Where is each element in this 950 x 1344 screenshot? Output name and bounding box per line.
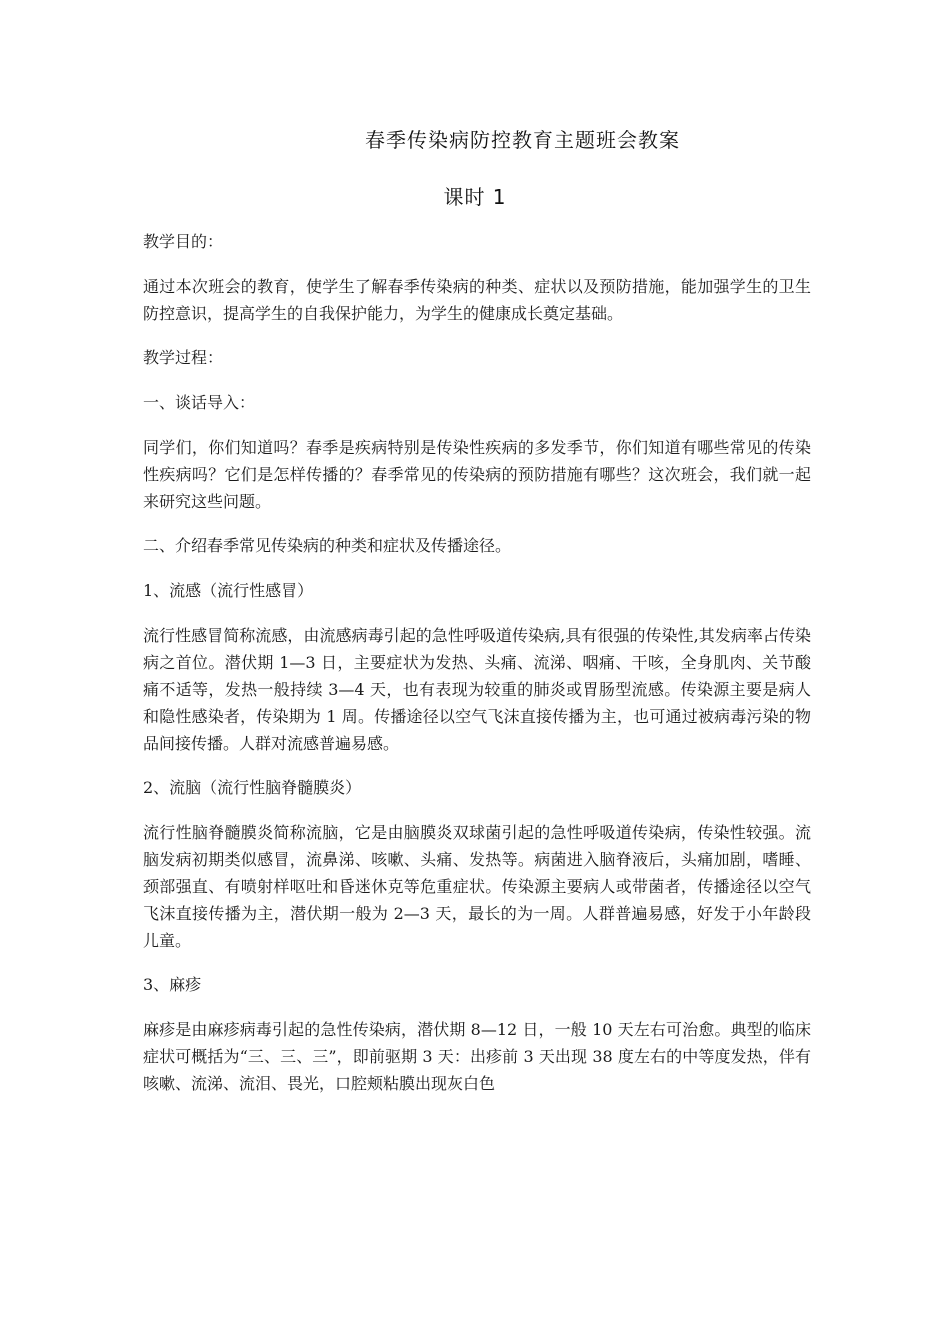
document-title: 春季传染病防控教育主题班会教案 xyxy=(365,128,680,152)
section-heading-teaching-process: 教学过程： xyxy=(143,348,224,367)
subheading-influenza: 1、流感（流行性感冒） xyxy=(143,581,314,600)
paragraph-meningitis: 流行性脑脊髓膜炎简称流脑，它是由脑膜炎双球菌引起的急性呼吸道传染病，传染性较强。流脑发病初期类似感冒，流鼻涕、咳嗽、头痛、发热等。病菌进入脑脊液后，头痛加剧，嗜睡、颈部强直、有喷射样呕吐和昏迷休克等危重症状。传染源主要病人或带菌者，传播途径以空气飞沫直接传播为主，潜伏期一般为 2—3 天，最长的为一周。人群普遍易感，好发于小年龄段儿童。 xyxy=(143,823,811,950)
subheading-measles: 3、麻疹 xyxy=(143,975,202,994)
document-subtitle: 课时 1 xyxy=(443,185,507,209)
section-heading-teaching-goal: 教学目的： xyxy=(143,232,224,251)
section-heading-introduction: 一、谈话导入： xyxy=(143,393,256,412)
paragraph-teaching-goal: 通过本次班会的教育，使学生了解春季传染病的种类、症状以及预防措施，能加强学生的卫生防控意识，提高学生的自我保护能力，为学生的健康成长奠定基础。 xyxy=(143,277,811,323)
section-heading-disease-types: 二、介绍春季常见传染病的种类和症状及传播途径。 xyxy=(143,536,512,555)
subheading-meningitis: 2、流脑（流行性脑脊髓膜炎） xyxy=(143,778,362,797)
paragraph-measles: 麻疹是由麻疹病毒引起的急性传染病，潜伏期 8—12 日，一般 10 天左右可治愈。典型的临床症状可概括为“三、三、三”，即前驱期 3 天：出疹前 3 天出现 38 度左右的中等度发热，伴有咳嗽、流涕、流泪、畏光，口腔颊粘膜出现灰白色 xyxy=(143,1020,811,1093)
paragraph-introduction: 同学们，你们知道吗？春季是疾病特别是传染性疾病的多发季节，你们知道有哪些常见的传染性疾病吗？它们是怎样传播的？春季常见的传染病的预防措施有哪些？这次班会，我们就一起来研究这些问题。 xyxy=(143,438,811,511)
paragraph-influenza: 流行性感冒简称流感，由流感病毒引起的急性呼吸道传染病,具有很强的传染性,其发病率占传染病之首位。潜伏期 1—3 日，主要症状为发热、头痛、流涕、咽痛、干咳，全身肌肉、关节酸痛不适等，发热一般持续 3—4 天，也有表现为较重的肺炎或胃肠型流感。传染源主要是病人和隐性感染者，传染期为 1 周。传播途径以空气飞沫直接传播为主，也可通过被病毒污染的物品间接传播。人群对流感普遍易感。 xyxy=(143,626,811,753)
document-body xyxy=(143,228,811,1114)
